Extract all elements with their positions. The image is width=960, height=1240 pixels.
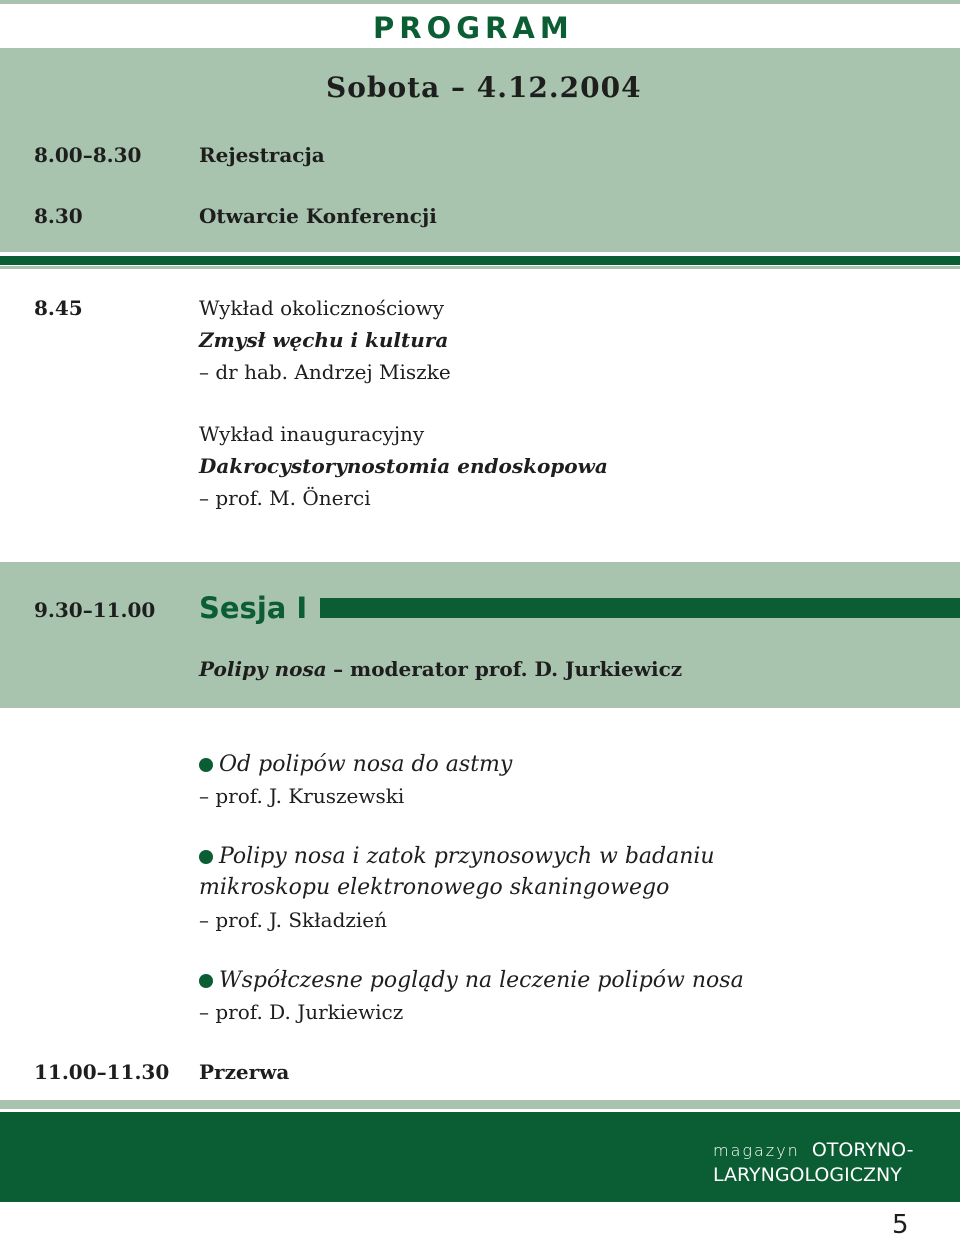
lecture-2-type: Wykład inauguracyjny — [199, 422, 425, 446]
magazine-name-2: LARYNGOLOGICZNY — [713, 1164, 902, 1186]
break-time: 11.00–11.30 — [34, 1060, 170, 1084]
magazine-name-1: OTORYNO- — [811, 1139, 914, 1161]
session-time: 9.30–11.00 — [34, 598, 156, 622]
talk-3-title — [199, 966, 744, 996]
footer-rule — [0, 1100, 960, 1109]
talk-1-title-text: Od polipów nosa do astmy — [219, 752, 513, 777]
talk-2-title — [199, 842, 715, 872]
session-moderator: – moderator prof. D. Jurkiewicz — [333, 657, 683, 681]
session-name: Sesja I — [199, 591, 308, 625]
talk-2-speaker: – prof. J. Składzień — [199, 908, 388, 932]
talk-3-title-text: Współczesne poglądy na leczenie polipów nosa — [219, 968, 744, 993]
talk-2-title-text: Polipy nosa i zatok przynosowych w badaniu — [219, 844, 715, 869]
top-rule — [0, 0, 960, 4]
registration-label: Rejestracja — [199, 143, 325, 167]
divider-dark — [0, 256, 960, 265]
page-number: 5 — [892, 1210, 909, 1240]
bullet-icon — [199, 974, 213, 988]
divider-light — [0, 266, 960, 269]
break-label: Przerwa — [199, 1060, 290, 1084]
lecture-2-title: Dakrocystorynostomia endoskopowa — [199, 454, 608, 478]
page-title: PROGRAM — [373, 11, 574, 45]
lecture-1-speaker: – dr hab. Andrzej Miszke — [199, 360, 451, 384]
session-bar — [320, 598, 960, 618]
magazine-prefix: magazyn — [713, 1141, 800, 1160]
session-band — [0, 562, 960, 708]
registration-time: 8.00–8.30 — [34, 143, 142, 167]
lecture-1-type: Wykład okolicznościowy — [199, 296, 445, 320]
opening-time: 8.30 — [34, 204, 83, 228]
session-topic: Polipy nosa — [199, 657, 327, 681]
bullet-icon — [199, 850, 213, 864]
day-heading: Sobota – 4.12.2004 — [326, 71, 642, 104]
lecture-2-speaker: – prof. M. Önerci — [199, 486, 371, 510]
talk-2-title-cont: mikroskopu elektronowego skaningowego — [199, 875, 670, 900]
talk-3-speaker: – prof. D. Jurkiewicz — [199, 1000, 404, 1024]
bullet-icon — [199, 758, 213, 772]
magazine-logo — [713, 1138, 913, 1187]
talk-1-title — [199, 750, 512, 780]
lectures-time: 8.45 — [34, 296, 83, 320]
talk-1-speaker: – prof. J. Kruszewski — [199, 784, 405, 808]
session-topic-line — [199, 655, 682, 683]
opening-label: Otwarcie Konferencji — [199, 204, 437, 228]
lecture-1-title: Zmysł węchu i kultura — [199, 328, 449, 352]
